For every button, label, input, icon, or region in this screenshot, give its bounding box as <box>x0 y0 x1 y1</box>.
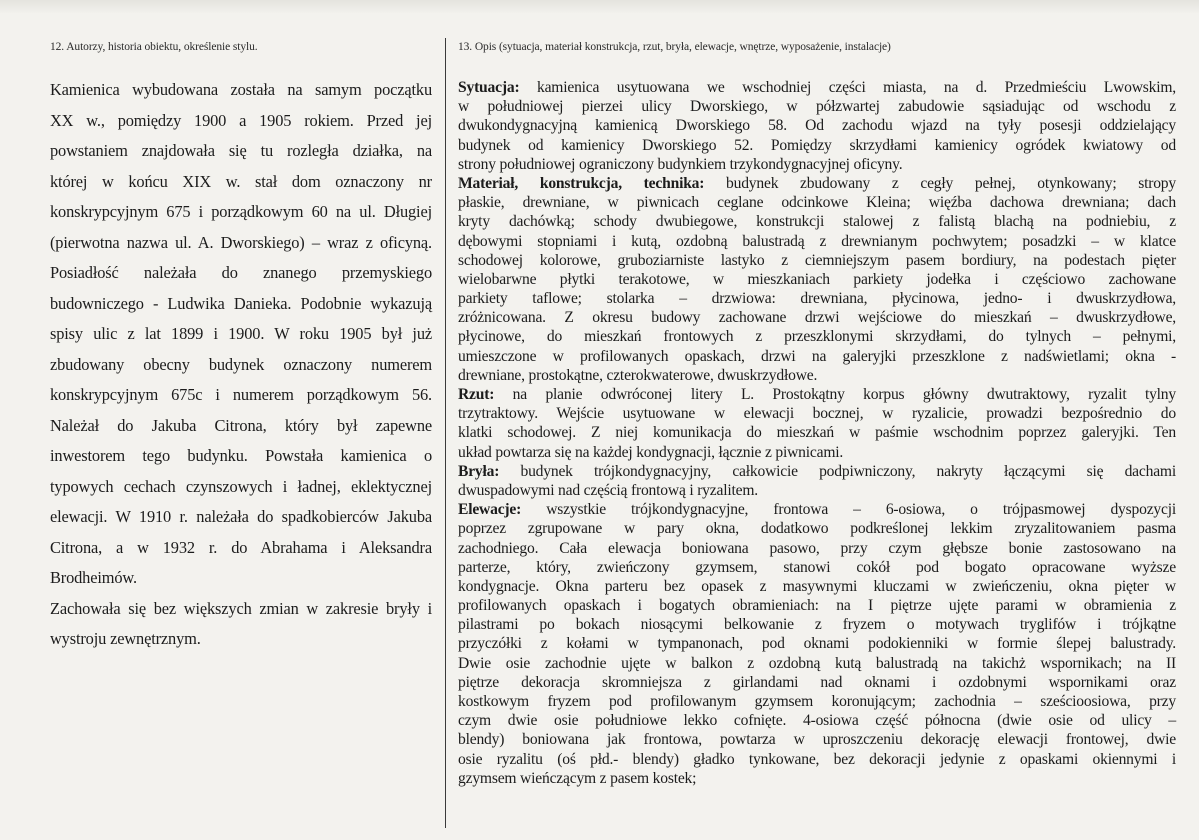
line-text: wielobarwne płytki terakotowe, w mieszkaniach parkiety jodełka i częściowo zachowane <box>458 270 1176 288</box>
section-12-heading: 12. Autorzy, historia obiektu, określenie stylu. <box>50 41 258 53</box>
text-line <box>458 750 1176 769</box>
line-text: typowych cechach czynszowych i ładnej, eklektycznej <box>50 476 432 496</box>
text-line <box>458 404 1176 423</box>
text-line <box>458 481 1176 500</box>
text-line <box>458 136 1176 155</box>
text-line <box>458 615 1176 634</box>
line-text: zróżnicowana. Z okresu budowy zachowane drzwi wejściowe do mieszkań – dwuskrzydłowe, <box>458 309 1176 327</box>
text-line <box>50 228 432 259</box>
text-line <box>458 711 1176 730</box>
line-text: w południowej pierzei ulicy Dworskiego, w półzwartej zabudowie sąsiadując od wschodu z <box>458 98 1176 116</box>
text-line <box>458 692 1176 711</box>
line-text: kondygnacje. Okna parteru bez opasek z masywnymi kluczami w zwieńczeniu, okna pięter w <box>458 577 1176 595</box>
line-text: Należał do Jakuba Citrona, który był zapewne <box>50 415 432 435</box>
line-text: elewacji. W 1910 r. należała do spadkobierców Jakuba <box>50 507 432 526</box>
line-text: budowniczego - Ludwika Danieka. Podobnie wykazują <box>50 293 432 313</box>
section-13-description <box>458 40 1176 788</box>
paragraph-label: Sytuacja: <box>458 79 520 96</box>
paragraph-label: Elewacje: <box>458 501 522 519</box>
line-text: (pierwotna nazwa ul. A. Dworskiego) – wraz z oficyną. <box>50 232 432 252</box>
section-12-history <box>50 40 432 655</box>
text-line <box>458 577 1176 596</box>
text-line <box>50 411 432 442</box>
line-text: powstaniem znajdowała się tu rozległa działka, na <box>50 141 432 160</box>
line-text: zbudowany obecny budynek oznaczony numerem <box>50 354 432 374</box>
text-line <box>50 167 432 198</box>
text-line <box>458 596 1176 615</box>
line-text: piętrze dekoracja skromniejsza z girlandami nad oknami i ozdobnymi wspornikami oraz <box>458 673 1176 691</box>
line-text: płycinowe, do mieszkań frontowych z przeszklonymi skrzydłami, do tylnych – pełnymi, <box>458 328 1176 346</box>
text-line <box>50 594 432 625</box>
section-13-heading: 13. Opis (sytuacja, materiał konstrukcja, rzut, bryła, elewacje, wnętrze, wyposażenie, instalacje) <box>458 41 891 53</box>
text-line <box>458 654 1176 673</box>
line-text: konskrypcyjnym 675 i porządkowym 60 na ul. Długiej <box>50 202 432 221</box>
text-line <box>50 289 432 320</box>
line-text: schodowej kolorowe, gruboziarniste lastyko z ciemniejszym pasem bordiury, na podestach pięter <box>458 251 1176 269</box>
text-line <box>50 502 432 533</box>
text-line <box>50 472 432 503</box>
line-text: klatki schodowej. Z niej komunikacja do mieszkań w paśmie wschodnim poprzez galeryjki. Ten <box>458 424 1176 442</box>
text-line <box>458 251 1176 270</box>
text-line <box>458 174 1176 193</box>
line-text: płaskie, drewniane, w piwnicach ceglane odcinkowe Kleina; więźba dachowa drewniana; dach <box>458 194 1176 212</box>
line-text: trzytraktowy. Wejście usytuowane w elewacji bocznej, w ryzalicie, prowadzi bezpośrednio do <box>458 405 1176 423</box>
text-line <box>458 78 1176 97</box>
line-text: Kamienica wybudowana została na samym początku <box>50 80 432 99</box>
text-line <box>458 539 1176 558</box>
line-text: dwuspadowymi nad częścią frontową i ryzalitem. <box>458 481 758 499</box>
text-line <box>458 730 1176 749</box>
text-line <box>458 769 1176 788</box>
line-text: budynek trójkondygnacyjny, całkowicie podpiwniczony, nakryty łączącymi się dachami <box>499 462 1176 480</box>
paragraph-label: Bryła: <box>458 462 500 480</box>
text-line <box>50 624 432 655</box>
text-line <box>50 258 432 289</box>
text-line <box>50 350 432 381</box>
text-line <box>458 193 1176 212</box>
line-text: budynek od kamienicy Dworskiego 52. Pomiędzy skrzydłami kamienicy ogródek kwiatowy od <box>458 136 1176 154</box>
line-text: konskrypcyjnym 675c i numerem porządkowym 56. <box>50 385 432 404</box>
text-line <box>458 385 1176 404</box>
text-line <box>458 673 1176 692</box>
text-line <box>458 500 1176 519</box>
text-line <box>458 155 1176 174</box>
line-text: strony południowej ograniczony budynkiem trzykondygnacyjnej oficyny. <box>458 155 903 173</box>
line-text: kostkowym fryzem pod profilowanym gzymsem koronującym; zachodnia – sześcioosiowa, przy <box>458 693 1176 710</box>
text-line <box>50 533 432 564</box>
line-text: parterze, który, zwieńczony gzymsem, stanowi cokół pod bogato opracowane wyższe <box>458 558 1176 576</box>
line-text: pilastrami po bokach niosącymi belkowanie z fryzem o motywach tryglifów i trójkątne <box>458 616 1176 634</box>
text-line <box>458 558 1176 577</box>
text-line <box>50 75 432 106</box>
text-line <box>458 289 1176 308</box>
text-line <box>458 97 1176 116</box>
line-text: Zachowała się bez większych zmian w zakresie bryły i <box>50 598 432 618</box>
text-line <box>50 106 432 137</box>
text-line <box>458 308 1176 327</box>
line-text: profilowanych opaskach i bogatych obramieniach: na I piętrze ujęte parami w obramienia z <box>458 597 1176 615</box>
line-text: parkiety taflowe; stolarka – drzwiowa: drewniana, płycinowa, jedno- i dwuskrzydłowa, <box>458 290 1176 308</box>
line-text: Citrona, a w 1932 r. do Abrahama i Aleksandra <box>50 537 432 557</box>
text-line <box>458 366 1176 385</box>
line-text: której w końcu XIX w. stał dom oznaczony nr <box>50 171 432 191</box>
line-text: kryty dachówką; schody dwubiegowe, konstrukcji stalowej z falistą blachą na podniebiu, z <box>458 213 1176 231</box>
line-text: układ powtarza się na każdej kondygnacji, łącznie z piwnicami. <box>458 443 844 461</box>
text-line <box>458 116 1176 135</box>
line-text: umieszczone w profilowanych opaskach, drzwi na galeryjki przeszklone z nadświetlami; okna - <box>458 347 1176 365</box>
line-text: dwukondygnacyjną kamienicą Dworskiego 58. Od zachodu wjazd na tyły posesji oddzielający <box>458 117 1176 135</box>
text-line <box>458 462 1176 481</box>
line-text: drewniane, prostokątne, czterokwaterowe, dwuskrzydłowe. <box>458 366 818 384</box>
line-text: budynek zbudowany z cegły pełnej, otynkowany; stropy <box>704 174 1176 192</box>
text-line <box>458 443 1176 462</box>
line-text: czym dwie osie południowe lekko cofnięte. 4-osiowa część północna (dwie osie od ulicy – <box>458 712 1176 730</box>
text-line <box>50 136 432 167</box>
line-text: osie ryzalitu (oś płd.- blendy) gładko tynkowane, bez dekoracji jedynie z opaskami okiennymi i <box>458 750 1176 768</box>
line-text: wszystkie trójkondygnacyjne, frontowa – 6-osiowa, o trójpasmowej dyspozycji <box>521 501 1176 519</box>
line-text: XX w., pomiędzy 1900 a 1905 rokiem. Przed jej <box>50 110 432 130</box>
line-text: Dwie osie zachodnie ujęte w balkon z ozdobną kutą balustradą na takichż wspornikach; na II <box>458 654 1176 672</box>
text-line <box>50 197 432 228</box>
line-text: gzymsem wieńczącym z pasem kostek; <box>458 769 697 787</box>
line-text: dębowymi stopniami i kutą, ozdobną balustradą z drewnianym pochwytem; posadzki – w klatce <box>458 232 1176 250</box>
text-line <box>458 327 1176 346</box>
line-text: na planie odwróconej litery L. Prostokątny korpus główny dwutraktowy, ryzalit tylny <box>494 386 1176 403</box>
line-text: inwestorem tego budynku. Powstała kamienica o <box>50 446 432 465</box>
text-line <box>458 519 1176 538</box>
line-text: przyczółki z kołami w tympanonach, pod oknami podokienniki w formie ślepej balustrady. <box>458 635 1176 653</box>
text-line <box>458 232 1176 251</box>
text-line <box>50 441 432 472</box>
line-text: poprzez zgrupowane w pary okna, dodatkowo podkreślonej lekkim zryzalitowaniem pasma <box>458 520 1176 538</box>
line-text: kamienica usytuowana we wschodniej części miasta, na d. Przedmieściu Lwowskim, <box>519 79 1176 96</box>
text-line <box>458 270 1176 289</box>
line-text: blendy) boniowana jak frontowa, powtarza w uproszczeniu dekorację elewacji frontowej, dwie <box>458 731 1176 749</box>
paragraph-label: Rzut: <box>458 386 495 403</box>
section-12-body <box>50 75 432 655</box>
text-line <box>50 319 432 350</box>
line-text: wystroju zewnętrznym. <box>50 629 201 648</box>
line-text: Posiadłość należała do znanego przemyskiego <box>50 263 432 282</box>
text-line <box>458 347 1176 366</box>
line-text: zachodniego. Cała elewacja boniowana pasowo, przy czym głębsze bonie zastosowano na <box>458 539 1176 557</box>
text-line <box>458 212 1176 231</box>
scan-edge-shadow <box>0 0 1199 14</box>
text-line <box>458 634 1176 653</box>
text-line <box>50 380 432 411</box>
paragraph-label: Materiał, konstrukcja, technika: <box>458 174 705 192</box>
text-line <box>458 423 1176 442</box>
line-text: Brodheimów. <box>50 568 137 587</box>
column-divider <box>445 38 446 828</box>
section-13-body <box>458 78 1176 788</box>
line-text: spisy ulic z lat 1899 i 1900. W roku 1905 był już <box>50 324 432 343</box>
text-line <box>50 563 432 594</box>
